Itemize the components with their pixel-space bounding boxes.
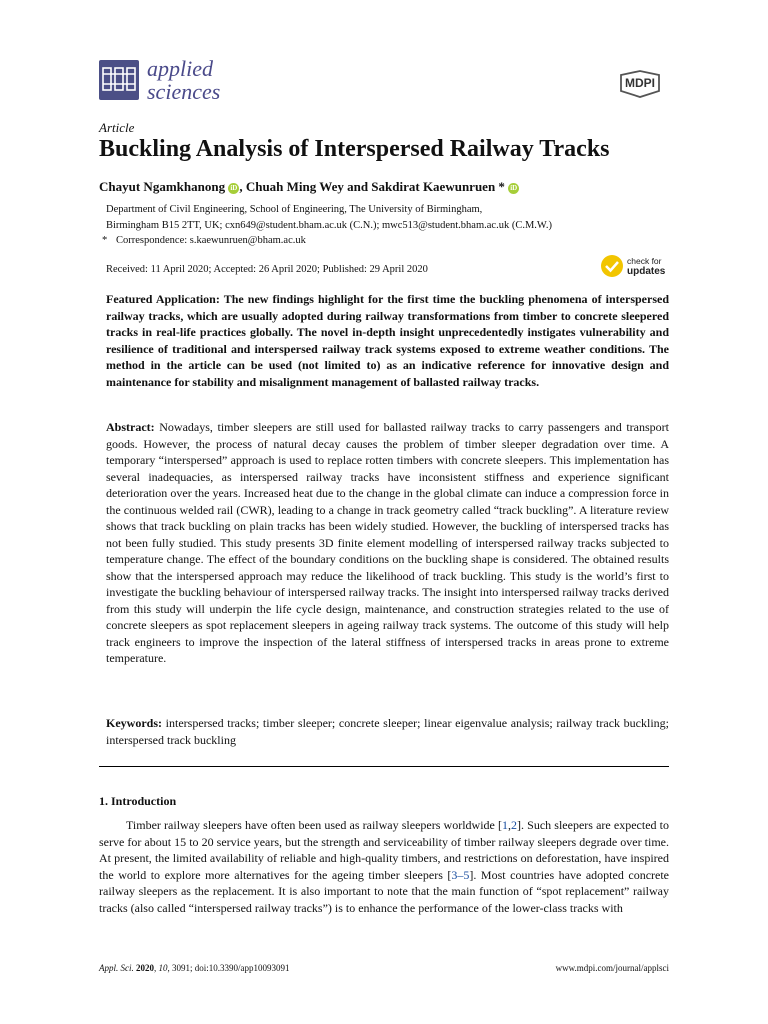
author-separator: , — [239, 179, 246, 194]
footer-doi: , 3091; doi:10.3390/app10093091 — [167, 963, 290, 973]
author-list — [99, 179, 519, 195]
intro-text: ]. Such sleepers are expected to serve for about 15 to 20 service years, but the strength and serviceability of timber railway sleepers degrade over time. At present, the limited availability of reliable and high-quality timbers, and restrictions on deforestation, have inspired the world to explore more alternatives for the ageing timber sleepers [ — [99, 818, 669, 882]
affiliation — [102, 202, 666, 249]
affiliation-line: Birmingham B15 2TT, UK; cxn649@student.bham.ac.uk (C.N.); mwc513@student.bham.ac.uk (C.M.W.) — [106, 219, 552, 231]
section-heading: 1. Introduction — [99, 794, 177, 808]
check-updates-line1: check for — [627, 256, 662, 266]
abstract-text: Nowadays, timber sleepers are still used for ballasted railway tracks to carry passengers and transport goods. However, the process of natural decay causes the problem of timber sleeper degradation over time. A temporary “interspersed” approach is used to replace rotten timbers with concrete sleepers. This implementation has several inadequacies, as interspersed railway tracks have inconsistent stiffness and experience significant deterioration over the years. Increased heat due to the change in the global climate can induce a compression force in the continuous welded rail (CWR), leading to a change in track geometry called “track buckling”. A literature review shows that track buckling on plain tracks has been widely studied. However, the buckling of interspersed tracks has not been fully studied. This study presents 3D finite element modelling of interspersed railway tracks subjected to temperature change. The effect of the boundary conditions on the buckling shape is considered. The obtained results show that the interspersed approach may reduce the likelihood of track buckling. This study is the world’s first to investigate the buckling behaviour of interspersed railway tracks. The insight into interspersed railway tracks derived from this study will underpin the life cycle design, maintenance, and construction strategies related to the use of concrete sleepers as spot replacement sleepers in ageing railway track systems. The outcome of this study will help track engineers to improve the inspection of the lateral stiffness of interspersed tracks in areas prone to extreme temperature. — [106, 420, 669, 665]
publisher-logo-text: MDPI — [625, 76, 655, 90]
keywords-label: Keywords: — [106, 716, 162, 730]
footer-year: 2020 — [136, 963, 154, 973]
citation-link[interactable]: 3–5 — [451, 867, 470, 882]
journal-name — [147, 57, 220, 103]
publisher-logo — [612, 69, 668, 99]
footer-citation: Appl. Sci. 2020, 10, 3091; doi:10.3390/app10093091 — [99, 963, 290, 973]
orcid-icon[interactable]: iD — [510, 184, 518, 192]
orcid-icon[interactable]: iD — [230, 184, 238, 192]
keywords — [106, 715, 669, 748]
featured-text: The new findings highlight for the first time the buckling phenomena of interspersed railway tracks, which are usually adopted during railway transformations from timber to concrete sleepered tracks in real-life practices globally. The novel in-depth insight unprecedentedly instigates vulnerability and resilience of traditional and interspersed railway track systems exposed to extreme weather conditions. The method in the article can be used (not limited to) as an indicative reference for innovative design and maintenance for stability and misalignment management of ballasted railway tracks. — [106, 292, 669, 389]
article-type: Article — [99, 120, 135, 135]
author-name[interactable]: Chayut Ngamkhanong — [99, 179, 226, 194]
journal-name-line2: sciences — [147, 79, 221, 104]
check-for-updates-button[interactable] — [600, 254, 672, 278]
featured-application — [106, 291, 669, 390]
abstract-label: Abstract: — [106, 420, 155, 434]
section-divider — [99, 766, 669, 767]
correspondence-marker: * — [102, 235, 108, 246]
check-updates-icon — [600, 254, 624, 278]
introduction-paragraph — [99, 817, 669, 916]
footer-url[interactable]: www.mdpi.com/journal/applsci — [555, 963, 669, 973]
footer-volume: 10 — [158, 963, 168, 973]
paper-title: Buckling Analysis of Interspersed Railway Tracks — [99, 136, 610, 162]
footer-journal: Appl. Sci. — [99, 963, 134, 973]
abstract — [106, 419, 669, 667]
intro-text: ]. Most countries have adopted concrete railway sleepers as the replacement. It is also important to note that the main function of “spot replacement” railway tracks (also called “interspersed railway tracks”) is to enhance the performance of the lower-class tracks with — [99, 867, 669, 915]
affiliation-line: Department of Civil Engineering, School of Engineering, The University of Birmingham, — [106, 204, 483, 215]
author-name[interactable]: Chuah Ming Wey and Sakdirat Kaewunruen * — [245, 179, 505, 194]
citation-link[interactable]: 1 — [502, 818, 509, 832]
featured-label: Featured Application: — [106, 292, 220, 306]
keywords-text: interspersed tracks; timber sleeper; concrete sleeper; linear eigenvalue analysis; railway track buckling; interspersed track buckling — [106, 716, 669, 747]
correspondence — [102, 233, 666, 249]
citation-link[interactable]: 2 — [511, 818, 518, 832]
publication-dates: Received: 11 April 2020; Accepted: 26 April 2020; Published: 29 April 2020 — [106, 264, 428, 275]
journal-name-line1: applied — [147, 56, 213, 81]
correspondence-text: Correspondence: s.kaewunruen@bham.ac.uk — [116, 235, 306, 246]
check-updates-label — [627, 256, 665, 277]
journal-logo-icon — [99, 60, 139, 100]
intro-text: Timber railway sleepers have often been used as railway sleepers worldwide [ — [126, 818, 503, 832]
intro-text: , — [508, 818, 512, 832]
check-updates-line2: updates — [627, 266, 666, 277]
